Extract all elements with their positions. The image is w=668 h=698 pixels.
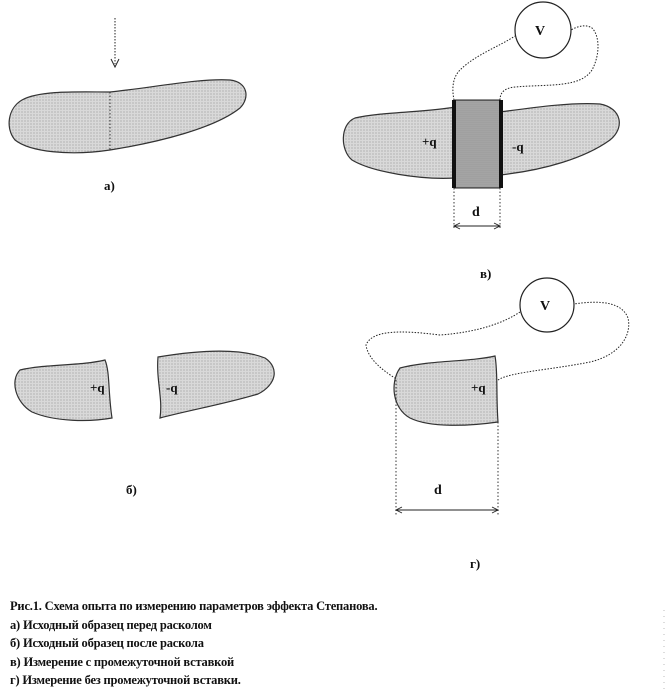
panel-v <box>343 2 619 281</box>
voltmeter-g-label: V <box>540 299 551 314</box>
charge-minus-v: -q <box>512 139 524 154</box>
figure-caption <box>10 597 650 690</box>
charge-plus-v: +q <box>422 134 437 149</box>
gap-label-v: d <box>472 205 480 220</box>
sample-intact <box>9 80 246 153</box>
panel-b-label: б) <box>126 482 137 497</box>
panel-g <box>366 278 629 571</box>
panel-a <box>9 18 246 193</box>
panel-g-label: г) <box>470 556 481 571</box>
charge-plus-b: +q <box>90 380 105 395</box>
caption-item-g: г) Измерение без промежуточной вставки. <box>10 673 241 687</box>
caption-item-v: в) Измерение с промежуточной вставкой <box>10 654 235 669</box>
sample-left-half <box>343 107 455 178</box>
electrode-right <box>499 100 503 188</box>
voltmeter-label: V <box>535 24 546 39</box>
caption-item-a: а) Исходный образец перед расколом <box>10 617 212 632</box>
panel-b <box>15 351 274 497</box>
caption-item-b: б) Исходный образец после раскола <box>10 636 204 650</box>
gap-label-g: d <box>434 483 442 498</box>
electrode-left <box>452 100 456 188</box>
wire-left <box>453 36 515 100</box>
intermediate-insert <box>455 100 500 188</box>
panel-v-label: в) <box>480 266 492 281</box>
charge-minus-b: -q <box>166 380 178 395</box>
caption-title: Рис.1. Схема опыта по измерению параметров эффекта Степанова. <box>10 599 378 613</box>
charge-plus-g: +q <box>471 380 486 395</box>
panel-a-label: а) <box>104 178 115 193</box>
